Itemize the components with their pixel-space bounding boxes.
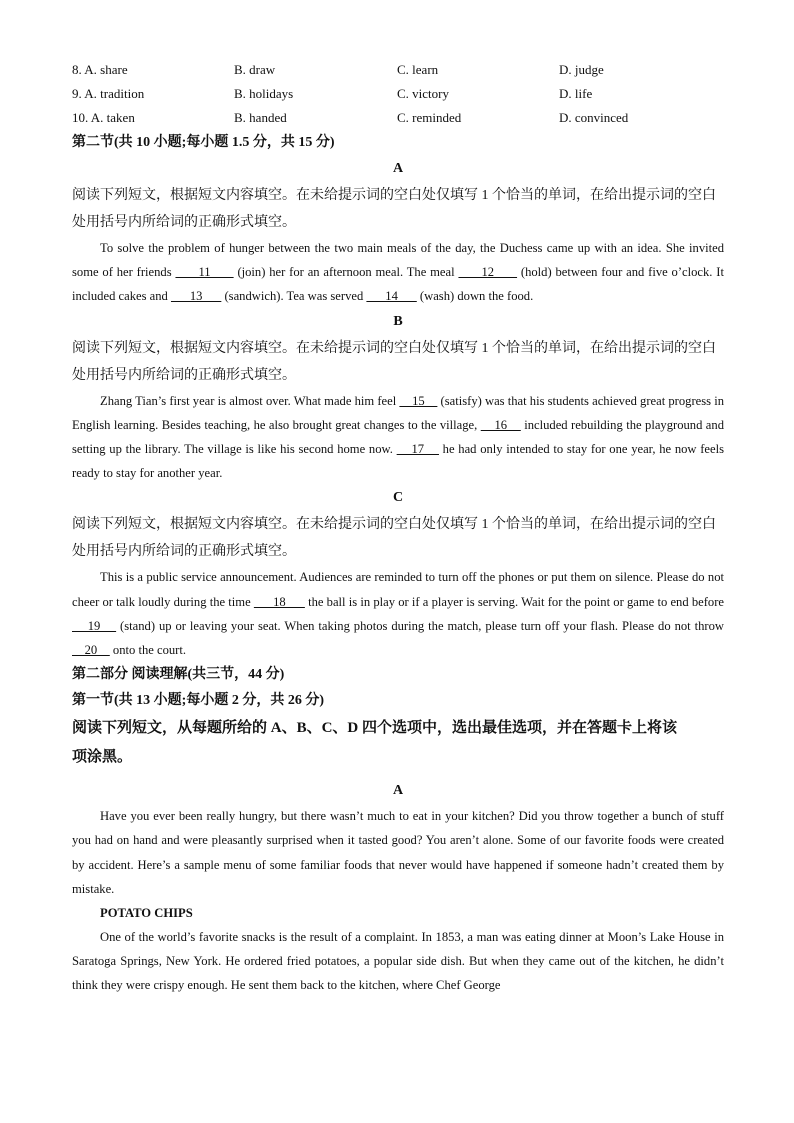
blank-15: 15: [399, 393, 438, 408]
passage-b-letter: B: [393, 313, 403, 329]
option-row-10: [72, 106, 724, 130]
option-a: 10. A. taken: [72, 110, 135, 125]
blank-19: 19: [72, 618, 117, 633]
instruction-line-2: 处用括号内所给词的正确形式填空。: [72, 215, 296, 230]
instruction-line-1: 阅读下列短文，根据短文内容填空。在未给提示词的空白处仅填写 1 个恰当的单词，在给出提示词的空白: [72, 188, 716, 203]
text-segment: (stand) up or leaving your seat. When taking photos during the match, please turn off your flash. Please do not throw: [116, 618, 725, 633]
part2-instruction-line-2: 项涂黑。: [72, 749, 133, 766]
option-b: B. holidays: [234, 86, 294, 101]
reading-a-letter: A: [392, 783, 404, 799]
option-row-9: [72, 82, 724, 106]
text-segment: (satisfy) was that his students achieved great progress in English learning. Besides teaching, he also brought great changes to the village,: [72, 393, 725, 432]
option-row-8: [72, 58, 724, 82]
option-d: D. life: [559, 86, 593, 101]
blank-11: 11: [175, 265, 234, 280]
instruction-line-1: 阅读下列短文，根据短文内容填空。在未给提示词的空白处仅填写 1 个恰当的单词，在给出提示词的空白: [72, 517, 716, 533]
text-segment: This is a public service announcement. Audiences are reminded to turn off the phones or put them on silence. Please do not cheer or talk loudly during the time: [72, 570, 724, 609]
exam-page: [72, 58, 724, 998]
instruction-line-2: 处用括号内所给词的正确形式填空。: [72, 544, 296, 560]
text-segment: he had only intended to stay for one year, he now feels ready to stay for another year.: [72, 442, 725, 481]
text-segment: To solve the problem of hunger between the two main meals of the day, the Duchess came up with an idea. She invited some of her friends: [72, 241, 724, 280]
option-a: 9. A. tradition: [72, 86, 145, 101]
blank-18: 18: [253, 594, 305, 609]
instruction-line-1: 阅读下列短文，根据短文内容填空。在未给提示词的空白处仅填写 1 个恰当的单词，在给出提示词的空白: [72, 340, 716, 356]
blank-16: 16: [480, 417, 521, 432]
part2-section1-heading: 第一节(共 13 小题;每小题 2 分，共 26 分): [72, 693, 324, 709]
option-c: C. victory: [397, 86, 449, 101]
reading-a-subtitle: POTATO CHIPS: [100, 906, 193, 921]
text-segment: (sandwich). Tea was served: [221, 289, 367, 304]
text-segment: Zhang Tian’s first year is almost over. What made him feel: [100, 393, 400, 408]
passage-a-letter: A: [392, 161, 404, 176]
option-c: C. reminded: [397, 110, 462, 125]
passage-c-text: [72, 565, 724, 662]
option-c: C. learn: [397, 62, 439, 77]
passage-c-letter: C: [392, 490, 404, 506]
blank-12: 12: [458, 265, 518, 280]
part2-heading: 第二部分 阅读理解(共三节，44 分): [72, 667, 285, 683]
option-d: D. convinced: [559, 110, 629, 125]
passage-b-text: [72, 389, 724, 486]
reading-a-paragraph-2: One of the world’s favorite snacks is the result of a complaint. In 1853, a man was eating dinner at Moon’s Lake House in Saratoga Springs, New York. He ordered fried potatoes, a popular side dish. But when they came out of the kitchen, he didn’t think they were crispy enough. He sent them back to the kitchen, where Chef George: [72, 930, 724, 993]
option-b: B. handed: [234, 110, 287, 125]
text-segment: included rebuilding the playground and setting up the library. The village is like his second home now.: [72, 417, 724, 457]
option-a: 8. A. share: [72, 62, 128, 77]
blank-17: 17: [396, 442, 439, 457]
blank-20: 20: [72, 643, 110, 658]
blank-13: 13: [170, 289, 222, 304]
passage-a-text: [72, 236, 724, 309]
text-segment: (hold) between four and five o’clock. It included cakes and: [72, 265, 724, 304]
text-segment: onto the court.: [109, 643, 187, 658]
blank-14: 14: [366, 289, 417, 304]
part2-instruction-line-1: 阅读下列短文，从每题所给的 A、B、C、D 四个选项中，选出最佳选项，并在答题卡上将该: [72, 720, 678, 737]
instruction-line-2: 处用括号内所给词的正确形式填空。: [72, 367, 296, 383]
reading-a-paragraph-1: Have you ever been really hungry, but there wasn’t much to eat in your kitchen? Did you throw together a bunch of stuff you had on hand and were pleasantly surprised when it tasted good? You aren’t alone. Some of our favorite foods were created by accident. Here’s a sample menu of some familiar foods that never would have happened if someone hadn’t created them by mistake.: [72, 809, 724, 896]
option-d: D. judge: [559, 62, 604, 77]
option-b: B. draw: [234, 62, 276, 77]
text-segment: (join) her for an afternoon meal. The meal: [233, 265, 459, 280]
text-segment: the ball is in play or if a player is serving. Wait for the point or game to end before: [304, 594, 724, 609]
section2-heading: 第二节(共 10 小题;每小题 1.5 分，共 15 分): [72, 135, 335, 150]
text-segment: (wash) down the food.: [416, 289, 534, 304]
